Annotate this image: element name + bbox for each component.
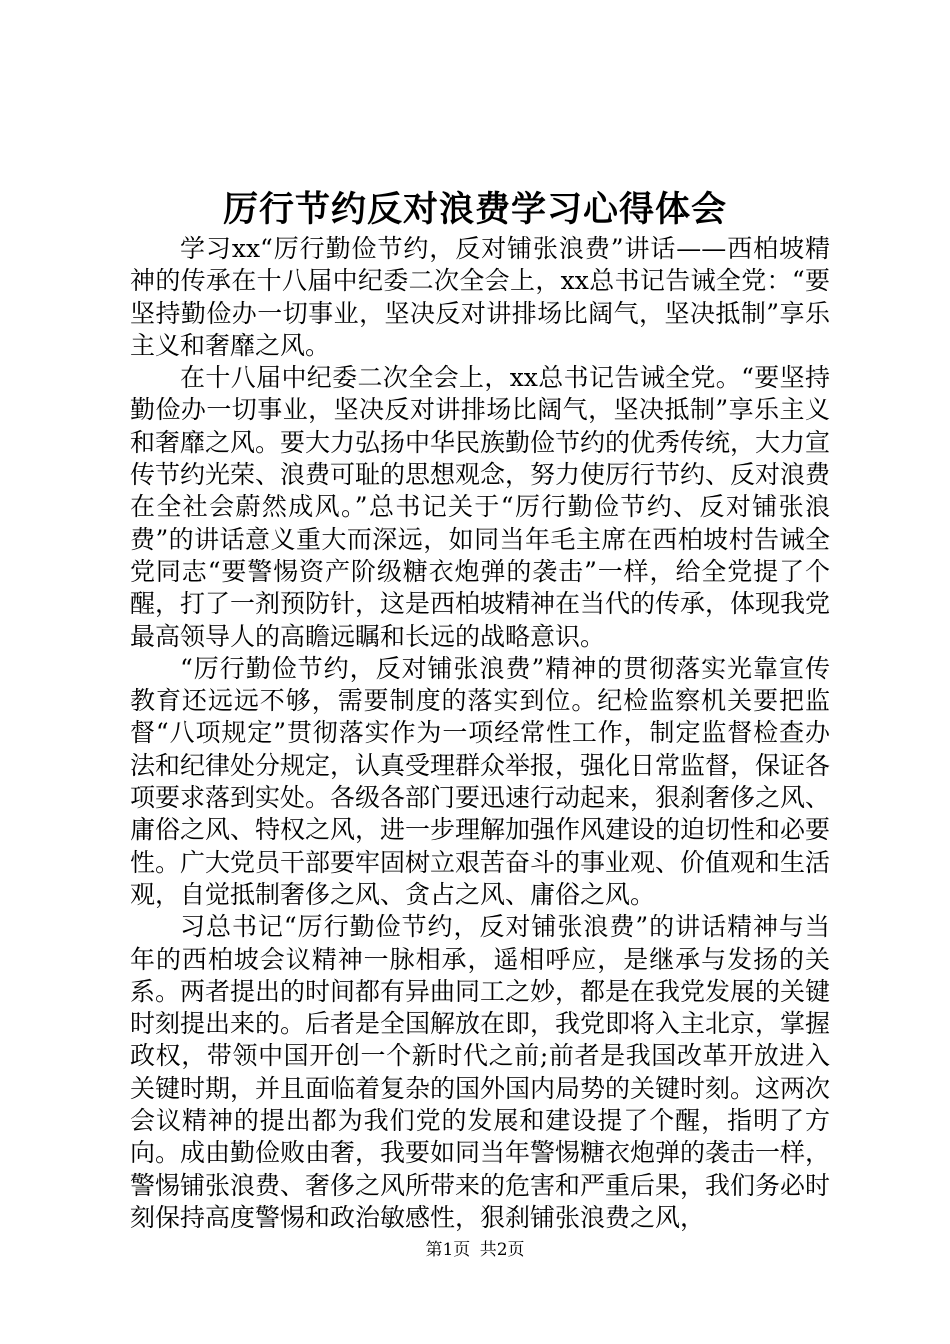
paragraph-2: 在十八届中纪委二次全会上，xx总书记告诫全党。“要坚持勤俭办一切事业，坚决反对讲排场比阔气，坚决抵制”享乐主义和奢靡之风。要大力弘扬中华民族勤俭节约的优秀传统，大力宣传节约光荣、浪费可耻的思想观念，努力使厉行节约、反对浪费在全社会蔚然成风。”总书记关于“厉行勤俭节约、反对铺张浪费”的讲话意义重大而深远，如同当年毛主席在西柏坡村告诫全党同志“要警惕资产阶级糖衣炮弹的袭击”一样，给全党提了个醒，打了一剂预防针，这是西柏坡精神在当代的传承，体现我党最高领导人的高瞻远瞩和长远的战略意识。 — [130, 363, 831, 651]
paragraph-4: 习总书记“厉行勤俭节约，反对铺张浪费”的讲话精神与当年的西柏坡会议精神一脉相承，遥相呼应，是继承与发扬的关系。两者提出的时间都有异曲同工之妙，都是在我党发展的关键时刻提出来的。后者是全国解放在即，我党即将入主北京，掌握政权，带领中国开创一个新时代之前;前者是我国改革开放进入关键时期，并且面临着复杂的国外国内局势的关键时刻。这两次会议精神的提出都为我们党的发展和建设提了个醒，指明了方向。成由勤俭败由奢，我要如同当年警惕糖衣炮弹的袭击一样，警惕铺张浪费、奢侈之风所带来的危害和严重后果，我们务必时刻保持高度警惕和政治敏感性，狠刹铺张浪费之风， — [130, 912, 831, 1232]
document-body — [130, 233, 830, 1234]
page-footer — [0, 1238, 950, 1262]
page-total: 共2页 — [479, 1240, 525, 1260]
paragraph-3: “厉行勤俭节约，反对铺张浪费”精神的贯彻落实光靠宣传教育还远远不够，需要制度的落实到位。纪检监察机关要把监督“八项规定”贯彻落实作为一项经常性工作，制定监督检查办法和纪律处分规定，认真受理群众举报，强化日常监督，保证各项要求落到实处。各级各部门要迅速行动起来，狠刹奢侈之风、庸俗之风、特权之风，进一步理解加强作风建设的迫切性和必要性。广大党员干部要牢固树立艰苦奋斗的事业观、价值观和生活观，自觉抵制奢侈之风、贪占之风、庸俗之风。 — [130, 653, 831, 909]
paragraph-1: 学习xx“厉行勤俭节约，反对铺张浪费”讲话——西柏坡精神的传承在十八届中纪委二次全会上，xx总书记告诫全党：“要坚持勤俭办一切事业，坚决反对讲排场比阔气，坚决抵制”享乐主义和奢靡之风。 — [130, 234, 830, 360]
document-title: 厉行节约反对浪费学习心得体会 — [222, 189, 727, 230]
page-number: 第1页 — [425, 1240, 471, 1260]
